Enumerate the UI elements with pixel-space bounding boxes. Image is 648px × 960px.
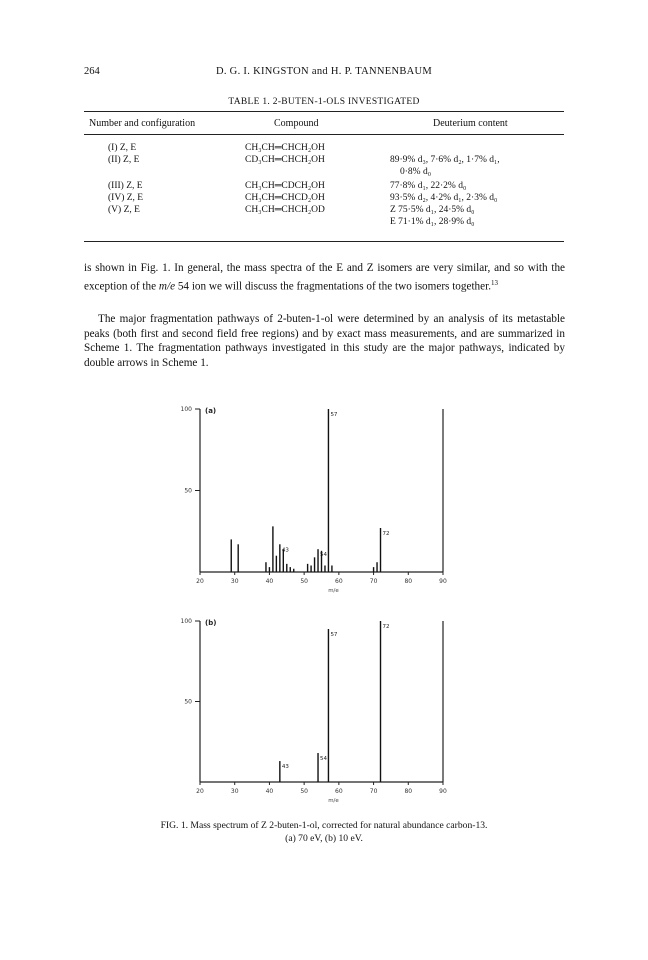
peak-label: 72 bbox=[382, 530, 390, 537]
running-head: D. G. I. KINGSTON and H. P. TANNENBAUM bbox=[215, 66, 433, 77]
x-tick-label: 70 bbox=[369, 788, 378, 795]
x-tick-label: 20 bbox=[196, 788, 204, 795]
spectrum-panel-b bbox=[181, 618, 447, 804]
table-title: TABLE 1. 2-BUTEN-1-OLS INVESTIGATED bbox=[228, 97, 420, 107]
y-tick-label: 50 bbox=[184, 698, 192, 706]
panel-label: (b) bbox=[205, 619, 217, 627]
table-cell-deuterium: 77·8% d₁, 22·2% d₀ bbox=[390, 181, 467, 191]
paragraph-1-text-a: is shown in Fig. 1. In general, the mass spectra of the E and Z isomers are very similar, and so with the exception of the bbox=[84, 262, 565, 293]
table-cell-number: (IV) Z, E bbox=[108, 193, 144, 203]
table-cell-compound: CH₃CH═CHCH₂OH bbox=[245, 143, 325, 153]
panel-label: (a) bbox=[205, 407, 217, 415]
table-cell-deuterium: E 71·1% d₁, 28·9% d₀ bbox=[390, 217, 475, 227]
peak-label: 72 bbox=[382, 624, 390, 630]
y-tick-label: 100 bbox=[180, 406, 192, 413]
table-cell-deuterium: Z 75·5% d₁, 24·5% d₀ bbox=[390, 205, 475, 215]
x-tick-label: 80 bbox=[404, 788, 413, 795]
figure-caption bbox=[84, 819, 564, 845]
table-cell-compound: CH₃CH═CDCH₂OH bbox=[245, 181, 325, 191]
table-cell-deuterium: 89·9% d₃, 7·6% d₂, 1·7% d₁, bbox=[390, 155, 500, 165]
x-tick-label: 20 bbox=[196, 578, 204, 585]
column-header-number: Number and configuration bbox=[89, 118, 196, 129]
x-tick-label: 70 bbox=[369, 578, 378, 585]
x-tick-label: 80 bbox=[404, 578, 413, 585]
paragraph-1-italic: m/e bbox=[158, 280, 176, 293]
x-tick-label: 90 bbox=[439, 578, 447, 585]
table-cell-compound: CD₃CH═CHCH₂OH bbox=[245, 155, 325, 165]
caption-line-2: (a) 70 eV, (b) 10 eV. bbox=[285, 833, 363, 844]
table-cell-compound: CH₃CH═CHCH₂OD bbox=[245, 205, 325, 215]
caption-line-1: FIG. 1. Mass spectrum of Z 2-buten-1-ol, corrected for natural abundance carbon-13. bbox=[160, 820, 488, 831]
x-tick-label: 60 bbox=[335, 788, 343, 795]
table-cell-deuterium: 0·8% d₀ bbox=[400, 167, 432, 177]
x-tick-label: 30 bbox=[230, 788, 239, 795]
table-cell-number: (V) Z, E bbox=[108, 205, 140, 215]
page-number: 264 bbox=[84, 66, 100, 77]
y-tick-label: 50 bbox=[184, 487, 192, 495]
x-tick-label: 60 bbox=[335, 578, 343, 585]
x-axis-label: m/e bbox=[328, 798, 339, 804]
table-cell-number: (II) Z, E bbox=[108, 155, 140, 165]
peak-label: 43 bbox=[281, 764, 289, 771]
x-tick-label: 50 bbox=[300, 578, 308, 585]
y-tick-label: 100 bbox=[180, 618, 192, 625]
table-cell-number: (I) Z, E bbox=[108, 143, 137, 153]
x-tick-label: 40 bbox=[265, 788, 274, 795]
table-cell-compound: CH₃CH═CHCD₂OH bbox=[245, 193, 325, 203]
paragraph-2-text: The major fragmentation pathways of 2-buten-1-ol were determined by an analysis of its metastable peaks (both first and second field free regions) and by exact mass measurements, and are summarized in Scheme 1. The fragmentation pathways investigated in this study are the major pathways, indicated by double arrows in Scheme 1. bbox=[84, 313, 565, 369]
peak-label: 54 bbox=[320, 756, 328, 763]
peak-label: 54 bbox=[320, 552, 328, 559]
table-cell-deuterium: 93·5% d₂, 4·2% d₁, 2·3% d₀ bbox=[390, 193, 498, 203]
x-tick-label: 40 bbox=[265, 578, 274, 585]
peak-label: 43 bbox=[281, 547, 289, 554]
table-cell-number: (III) Z, E bbox=[108, 181, 143, 191]
reference-superscript: 13 bbox=[491, 278, 499, 287]
x-tick-label: 30 bbox=[230, 578, 239, 585]
column-header-compound: Compound bbox=[274, 118, 319, 129]
x-tick-label: 50 bbox=[300, 788, 308, 795]
x-tick-label: 90 bbox=[439, 788, 447, 795]
spectrum-panel-a bbox=[181, 406, 447, 594]
peak-label: 57 bbox=[330, 412, 338, 418]
peak-label: 57 bbox=[330, 632, 338, 639]
column-header-deuterium: Deuterium content bbox=[433, 118, 508, 129]
x-axis-label: m/e bbox=[328, 588, 339, 594]
paragraph-1-text-b: 54 ion we will discuss the fragmentations of the two isomers together. bbox=[175, 280, 492, 293]
